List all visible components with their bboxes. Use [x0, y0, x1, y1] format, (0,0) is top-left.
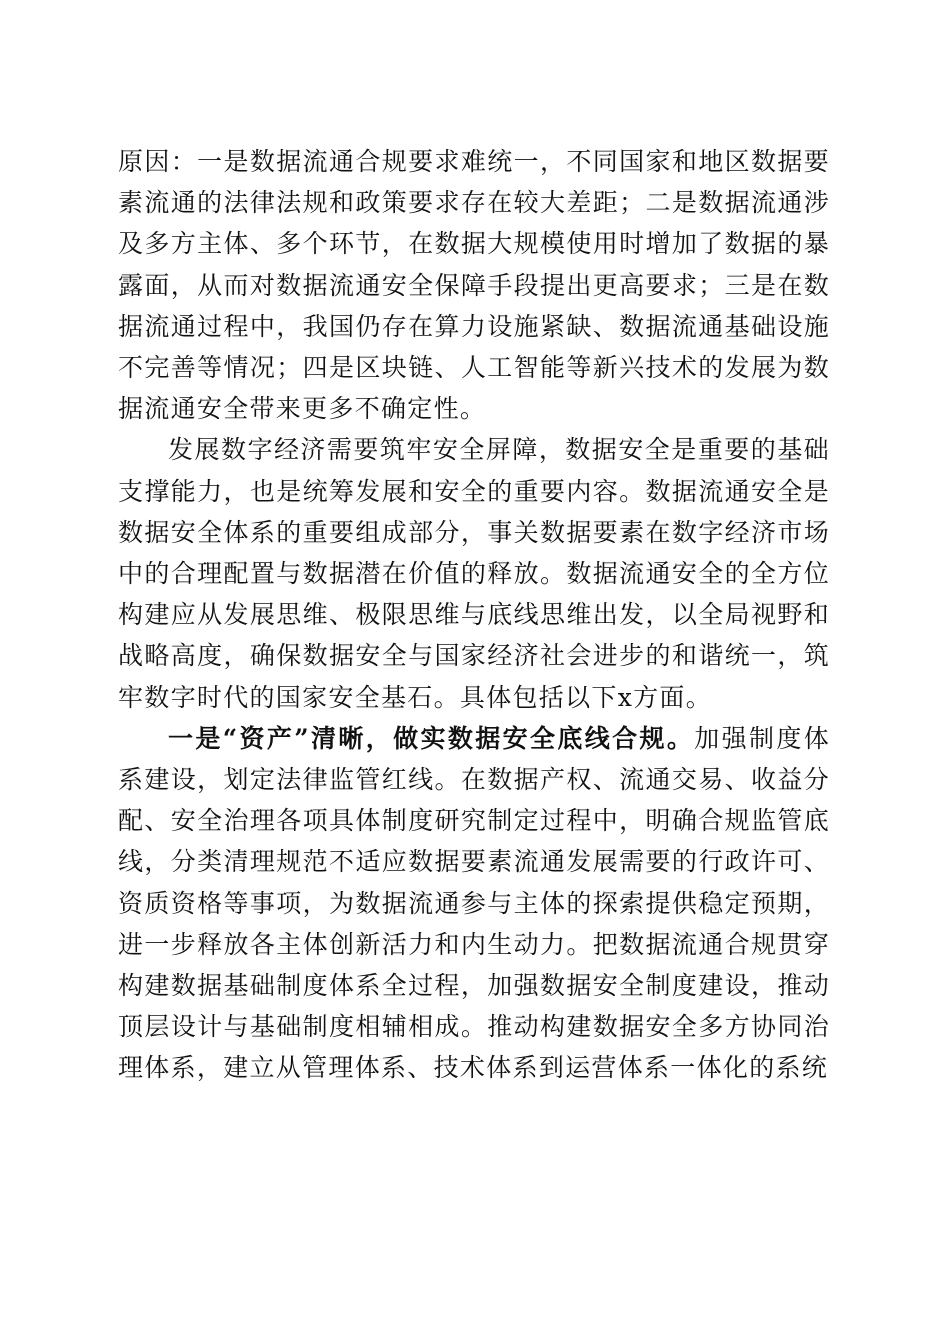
paragraph-text: 加强制度体系建设，划定法律监管红线。在数据产权、流通交易、收益分配、安全治理各项具体制度研究制定过程中，明确合规监管底线，分类清理规范不适应数据要素流通发展需要的行政许可、资质资格等事项，为数据流通参与主体的探索提供稳定预期，进一步释放各主体创新活力和内生动力。把数据流通合规贯穿构建数据基础制度体系全过程，加强数据安全制度建设，推动顶层设计与基础制度相辅相成。推动构建数据安全多方协同治理体系，建立从管理体系、技术体系到运营体系一体化的系统: [118, 723, 830, 1083]
paragraph-asset-clarity: [118, 718, 830, 1089]
document-body: [118, 141, 830, 1089]
paragraph-digital-economy: [118, 429, 830, 717]
paragraph-text: 发展数字经济需要筑牢安全屏障，数据安全是重要的基础支撑能力，也是统筹发展和安全的重要内容。数据流通安全是数据安全体系的重要组成部分，事关数据要素在数字经济市场中的合理配置与数据潜在价值的释放。数据流通安全的全方位构建应从发展思维、极限思维与底线思维出发，以全局视野和战略高度，确保数据安全与国家经济社会进步的和谐统一，筑牢数字时代的国家安全基石。具体包括以下x方面。: [118, 435, 830, 712]
paragraph-continuation: [118, 141, 830, 429]
paragraph-text: 原因：一是数据流通合规要求难统一，不同国家和地区数据要素流通的法律法规和政策要求存在较大差距；二是数据流通涉及多方主体、多个环节，在数据大规模使用时增加了数据的暴露面，从而对数据流通安全保障手段提出更高要求；三是在数据流通过程中，我国仍存在算力设施紧缺、数据流通基础设施不完善等情况；四是区块链、人工智能等新兴技术的发展为数据流通安全带来更多不确定性。: [118, 147, 830, 424]
paragraph-lead-heading: 一是“资产”清晰，做实数据安全底线合规。: [168, 723, 695, 753]
